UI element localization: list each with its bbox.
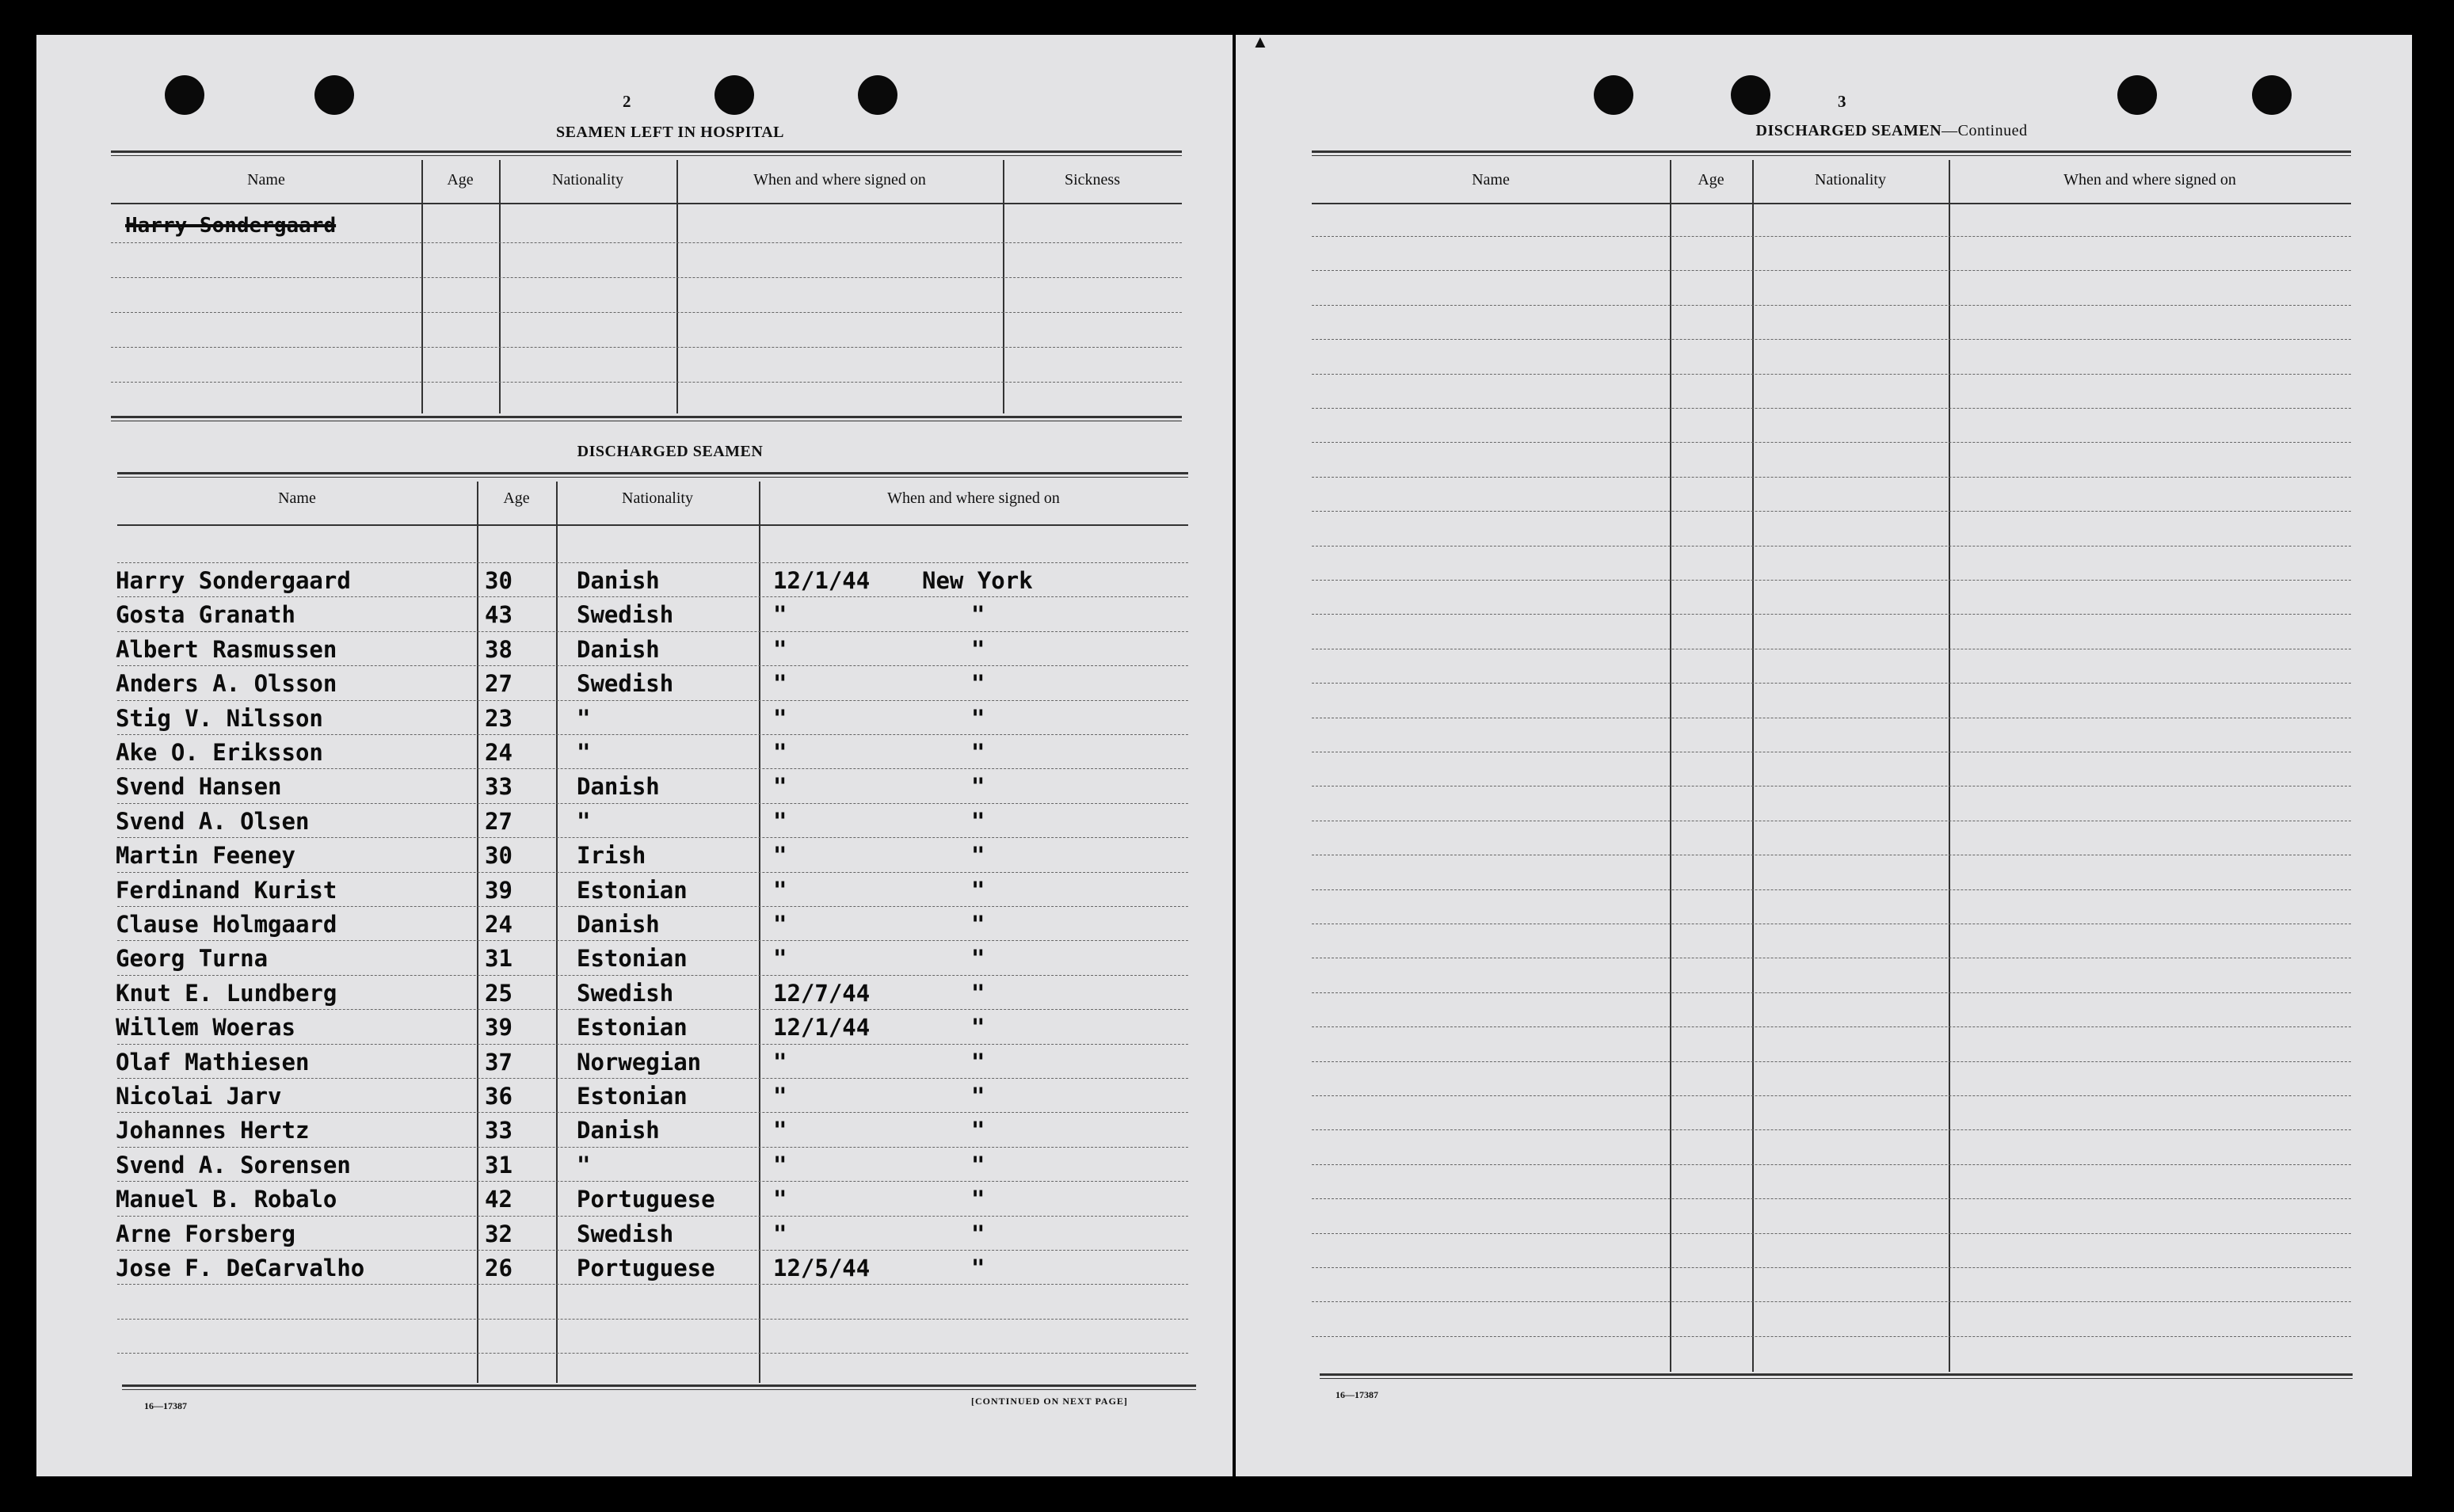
hospital-section-title: SEAMEN LEFT IN HOSPITAL: [555, 124, 785, 141]
title-main: DISCHARGED SEAMEN: [1755, 122, 1942, 139]
table-row: [36, 1049, 1225, 1080]
seaman-name: Ferdinand Kurist: [116, 876, 337, 904]
column-header: When and where signed on: [2063, 171, 2236, 189]
seaman-nationality: Estonian: [577, 1083, 688, 1110]
table-row: [36, 1186, 1225, 1217]
table-row: [36, 1117, 1225, 1148]
table-row: [36, 601, 1225, 633]
seaman-name: Clause Holmgaard: [116, 911, 337, 938]
row-line: [1312, 339, 2351, 340]
seaman-age: 39: [485, 1014, 513, 1042]
seaman-age: 42: [485, 1186, 513, 1213]
signed-on-place: ": [971, 807, 985, 835]
signed-on-date: ": [773, 1048, 787, 1076]
table-row: [36, 636, 1225, 668]
row-line: [1312, 1336, 2351, 1337]
seaman-name: Svend Hansen: [116, 773, 282, 801]
column-divider: [421, 160, 423, 413]
binder-hole: [858, 75, 897, 115]
signed-on-place: ": [971, 670, 985, 698]
seaman-nationality: Swedish: [577, 670, 674, 698]
table-row: [36, 1221, 1225, 1252]
seaman-nationality: Estonian: [577, 1014, 688, 1042]
table-row: [36, 1152, 1225, 1183]
seaman-age: 27: [485, 807, 513, 835]
column-header: Age: [503, 489, 530, 507]
row-line: [1312, 477, 2351, 478]
corner-mark: ▲: [1252, 32, 1269, 51]
page-number: 3: [1838, 92, 1846, 111]
seaman-name: Anders A. Olsson: [116, 670, 337, 698]
table-row: [36, 705, 1225, 737]
seaman-name: Arne Forsberg: [116, 1220, 295, 1247]
seaman-nationality: Portuguese: [577, 1186, 715, 1213]
signed-on-place: ": [971, 876, 985, 904]
header-rule: [117, 524, 1188, 526]
signed-on-date: ": [773, 1151, 787, 1179]
form-number: 16—17387: [1336, 1389, 1378, 1400]
seaman-age: 37: [485, 1048, 513, 1076]
seaman-age: 43: [485, 601, 513, 629]
header-rule: [111, 203, 1182, 204]
binder-hole: [2252, 75, 2292, 115]
column-header: Sickness: [1065, 171, 1120, 189]
row-line: [1312, 1198, 2351, 1199]
seaman-nationality: ": [577, 807, 591, 835]
row-line: [1312, 992, 2351, 993]
row-line: [1312, 580, 2351, 581]
row-line: [111, 277, 1182, 278]
seaman-nationality: Danish: [577, 567, 660, 594]
continued-section-title: [1670, 122, 2113, 140]
seaman-age: 30: [485, 567, 513, 594]
seaman-nationality: Estonian: [577, 945, 688, 973]
table-rule: [1320, 1373, 2353, 1379]
seaman-nationality: Irish: [577, 842, 646, 870]
row-line: [1312, 1301, 2351, 1302]
column-header: Nationality: [622, 489, 693, 507]
column-divider: [1003, 160, 1004, 413]
table-rule: [122, 1384, 1196, 1390]
signed-on-date: ": [773, 842, 787, 870]
signed-on-place: ": [971, 1186, 985, 1213]
row-line: [117, 562, 1188, 563]
signed-on-place: ": [971, 1048, 985, 1076]
seaman-age: 39: [485, 876, 513, 904]
row-line: [1312, 374, 2351, 375]
row-line: [111, 242, 1182, 243]
signed-on-date: ": [773, 945, 787, 973]
seaman-nationality: Danish: [577, 773, 660, 801]
signed-on-date: ": [773, 876, 787, 904]
footer-note: [CONTINUED ON NEXT PAGE]: [971, 1396, 1128, 1407]
seaman-age: 30: [485, 842, 513, 870]
column-header: Name: [247, 171, 285, 189]
signed-on-date: ": [773, 670, 787, 698]
signed-on-place: ": [971, 945, 985, 973]
signed-on-place: ": [971, 1255, 985, 1282]
binder-hole: [714, 75, 754, 115]
seaman-nationality: Swedish: [577, 979, 674, 1007]
seaman-age: 31: [485, 945, 513, 973]
signed-on-date: ": [773, 1117, 787, 1144]
seaman-name: Jose F. DeCarvalho: [116, 1255, 365, 1282]
row-line: [1312, 1026, 2351, 1027]
seaman-name: Georg Turna: [116, 945, 269, 973]
row-line: [111, 347, 1182, 348]
seaman-name: Albert Rasmussen: [116, 635, 337, 663]
signed-on-date: ": [773, 704, 787, 732]
signed-on-date: 12/1/44: [773, 567, 871, 594]
column-divider: [676, 160, 678, 413]
discharged-section-title: DISCHARGED SEAMEN: [577, 443, 764, 460]
table-row: [36, 773, 1225, 805]
page-number: 2: [623, 92, 631, 111]
column-header: Nationality: [552, 171, 623, 189]
signed-on-place: ": [971, 979, 985, 1007]
right-page: [1236, 35, 2412, 1476]
signed-on-date: ": [773, 1186, 787, 1213]
seaman-nationality: ": [577, 739, 591, 766]
seaman-name: Johannes Hertz: [116, 1117, 310, 1144]
signed-on-date: ": [773, 807, 787, 835]
table-row: [36, 739, 1225, 771]
row-line: [1312, 1233, 2351, 1234]
binder-hole: [1731, 75, 1770, 115]
column-header: Name: [278, 489, 316, 507]
seaman-name: Gosta Granath: [116, 601, 295, 629]
table-row: [36, 1083, 1225, 1114]
seaman-nationality: Estonian: [577, 876, 688, 904]
binder-hole: [314, 75, 354, 115]
seaman-age: 33: [485, 1117, 513, 1144]
seaman-age: 24: [485, 911, 513, 938]
column-header: Name: [1472, 171, 1510, 189]
row-line: [111, 312, 1182, 313]
crossed-out-entry: Harry Sondergaard: [125, 214, 337, 238]
table-rule: [1312, 150, 2351, 156]
seaman-name: Ake O. Eriksson: [116, 739, 323, 766]
table-rule: [111, 416, 1182, 421]
seaman-nationality: Swedish: [577, 1220, 674, 1247]
signed-on-date: 12/7/44: [773, 979, 871, 1007]
seaman-age: 38: [485, 635, 513, 663]
left-page: [36, 35, 1233, 1476]
signed-on-place: New York: [922, 567, 1033, 594]
signed-on-place: ": [971, 911, 985, 938]
table-row: [36, 567, 1225, 599]
row-line: [1312, 1164, 2351, 1165]
seaman-nationality: Norwegian: [577, 1048, 702, 1076]
table-rule: [111, 150, 1182, 156]
signed-on-date: ": [773, 601, 787, 629]
signed-on-place: ": [971, 1151, 985, 1179]
signed-on-place: ": [971, 739, 985, 766]
binder-hole: [1594, 75, 1633, 115]
seaman-nationality: ": [577, 704, 591, 732]
row-line: [1312, 442, 2351, 443]
row-line: [1312, 1129, 2351, 1130]
seaman-name: Harry Sondergaard: [116, 567, 351, 594]
row-line: [1312, 305, 2351, 306]
column-header: Nationality: [1815, 171, 1886, 189]
signed-on-place: ": [971, 1117, 985, 1144]
seaman-nationality: Danish: [577, 635, 660, 663]
column-divider: [1670, 160, 1671, 1372]
seaman-name: Svend A. Olsen: [116, 807, 310, 835]
seaman-name: Svend A. Sorensen: [116, 1151, 351, 1179]
column-header: When and where signed on: [887, 489, 1060, 507]
row-line: [1312, 683, 2351, 684]
signed-on-date: ": [773, 773, 787, 801]
signed-on-date: ": [773, 635, 787, 663]
form-number: 16—17387: [144, 1400, 187, 1411]
seaman-nationality: Danish: [577, 1117, 660, 1144]
column-divider: [1752, 160, 1754, 1372]
signed-on-place: ": [971, 1220, 985, 1247]
row-line: [1312, 270, 2351, 271]
column-header: Age: [1698, 171, 1724, 189]
signed-on-date: ": [773, 911, 787, 938]
seaman-age: 24: [485, 739, 513, 766]
row-line: [1312, 1267, 2351, 1268]
signed-on-place: ": [971, 773, 985, 801]
seaman-age: 23: [485, 704, 513, 732]
row-line: [1312, 236, 2351, 237]
header-rule: [1312, 203, 2351, 204]
seaman-name: Olaf Mathiesen: [116, 1048, 310, 1076]
table-row: [36, 1255, 1225, 1286]
seaman-name: Willem Woeras: [116, 1014, 295, 1042]
row-line: [1312, 511, 2351, 512]
title-suffix: —Continued: [1941, 122, 2028, 139]
table-row: [36, 980, 1225, 1011]
row-line: [1312, 546, 2351, 547]
seaman-age: 36: [485, 1083, 513, 1110]
table-row: [36, 808, 1225, 840]
table-row: [36, 842, 1225, 874]
signed-on-date: ": [773, 1083, 787, 1110]
table-rule: [117, 472, 1188, 478]
row-line: [117, 1353, 1188, 1354]
seaman-age: 33: [485, 773, 513, 801]
seaman-name: Stig V. Nilsson: [116, 704, 323, 732]
seaman-age: 27: [485, 670, 513, 698]
table-row: [36, 670, 1225, 702]
signed-on-place: ": [971, 635, 985, 663]
row-line: [1312, 1061, 2351, 1062]
row-line: [1312, 408, 2351, 409]
signed-on-place: ": [971, 704, 985, 732]
binder-hole: [2117, 75, 2157, 115]
table-row: [36, 945, 1225, 977]
table-row: [36, 877, 1225, 908]
table-row: [36, 911, 1225, 943]
seaman-name: Manuel B. Robalo: [116, 1186, 337, 1213]
seaman-nationality: Swedish: [577, 601, 674, 629]
seaman-age: 26: [485, 1255, 513, 1282]
seaman-nationality: ": [577, 1151, 591, 1179]
binder-hole: [165, 75, 204, 115]
seaman-name: Nicolai Jarv: [116, 1083, 282, 1110]
row-line: [1312, 614, 2351, 615]
signed-on-date: 12/5/44: [773, 1255, 871, 1282]
signed-on-date: 12/1/44: [773, 1014, 871, 1042]
seaman-name: Knut E. Lundberg: [116, 979, 337, 1007]
column-header: When and where signed on: [753, 171, 926, 189]
signed-on-place: ": [971, 1014, 985, 1042]
seaman-age: 32: [485, 1220, 513, 1247]
row-line: [117, 1319, 1188, 1320]
column-divider: [1949, 160, 1950, 1372]
signed-on-place: ": [971, 1083, 985, 1110]
signed-on-date: ": [773, 739, 787, 766]
seaman-age: 31: [485, 1151, 513, 1179]
table-row: [36, 1014, 1225, 1045]
seaman-age: 25: [485, 979, 513, 1007]
row-line: [1312, 1095, 2351, 1096]
row-line: [111, 382, 1182, 383]
column-header: Age: [447, 171, 474, 189]
column-divider: [499, 160, 501, 413]
row-line: [1312, 889, 2351, 890]
seaman-nationality: Danish: [577, 911, 660, 938]
signed-on-place: ": [971, 842, 985, 870]
seaman-name: Martin Feeney: [116, 842, 295, 870]
signed-on-date: ": [773, 1220, 787, 1247]
seaman-nationality: Portuguese: [577, 1255, 715, 1282]
signed-on-place: ": [971, 601, 985, 629]
